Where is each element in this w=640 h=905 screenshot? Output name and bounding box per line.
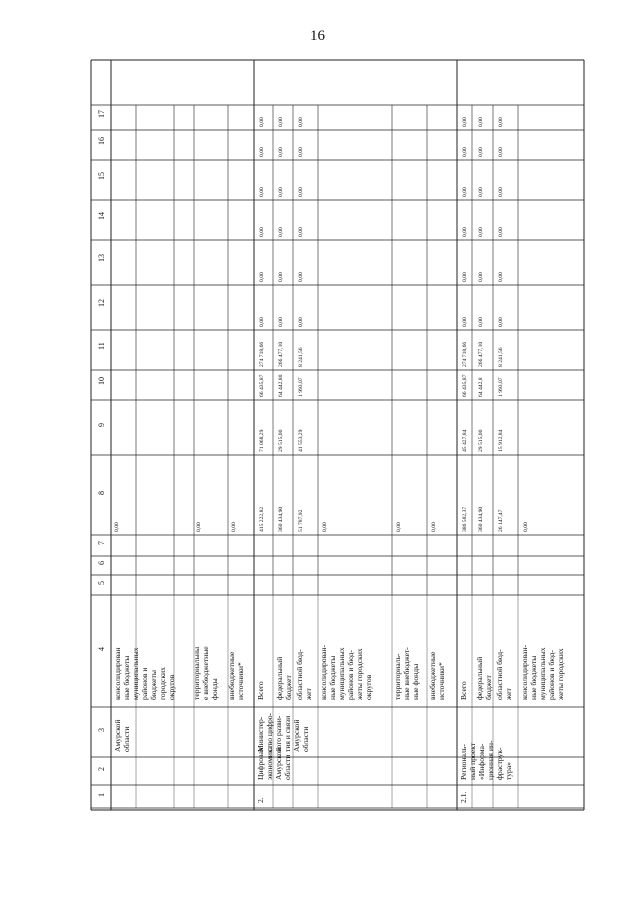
section21-col14-value: 0,00: [498, 227, 504, 237]
section2-col15-value: 0,00: [259, 187, 265, 197]
section2-col14-value: 0,00: [298, 227, 304, 237]
section2-col10-value: 66 435,87: [259, 374, 265, 397]
cont-value: 0,00: [231, 522, 237, 532]
section21-col13-value: 0,00: [478, 272, 484, 282]
section2-col16-value: 0,00: [298, 147, 304, 157]
cont-source-line: муниципальных: [131, 647, 140, 700]
section2-col14-value: 0,00: [259, 227, 265, 237]
section2-name-line: Амурской: [274, 747, 283, 780]
section2-row-label: округов: [364, 674, 373, 700]
section21-name-line: ный проект: [468, 742, 477, 780]
section21-row-label: жеты городских: [556, 648, 565, 700]
section2-executor-line: Министер-: [256, 716, 265, 752]
section2-col13-value: 0,00: [298, 272, 304, 282]
cont-value: 0,00: [196, 522, 202, 532]
page-number: 16: [310, 28, 325, 44]
column-number-14: 14: [97, 212, 106, 220]
section2-col8-value: 415 222,82: [259, 506, 265, 532]
section21-row-label: бюджет: [484, 675, 493, 700]
section2-col9-value: 71 068,29: [259, 429, 265, 452]
section21-col16-value: 0,00: [462, 147, 468, 157]
cont-source-line: консолидирован: [113, 647, 122, 700]
column-number-4: 4: [97, 647, 106, 651]
section2-col15-value: 0,00: [298, 187, 304, 197]
section2-col16-value: 0,00: [278, 147, 284, 157]
section21-row-label: консолидирован-: [520, 644, 529, 700]
column-number-5: 5: [97, 581, 106, 585]
section2-col17-value: 0,00: [298, 117, 304, 127]
section21-col8-value: 26 147,47: [498, 509, 504, 532]
section2-col8-value: 0,00: [431, 522, 437, 532]
section21-col11-value: 8 241,56: [498, 347, 504, 367]
section21-name-line: тура»: [504, 762, 513, 780]
section21-row-label: Всего: [459, 681, 468, 700]
section21-col12-value: 0,00: [478, 317, 484, 327]
section2-executor-line: тия и связи: [283, 715, 292, 752]
section2-row-label: источники*: [437, 662, 446, 700]
cont-source-line: бюджеты: [149, 670, 158, 700]
section2-name-line: области: [283, 754, 292, 780]
section2-executor-line: вого разви-: [274, 715, 283, 752]
section21-row-label: федеральный: [475, 656, 484, 700]
cont-executor-line: области: [122, 726, 131, 752]
cont-source-line: районов и: [140, 667, 149, 700]
section2-col11-value: 8 241,56: [298, 347, 304, 367]
section21-row-label: областной бюд-: [495, 649, 504, 700]
column-number-8: 8: [97, 491, 106, 495]
section21-col9-value: 29 515,00: [478, 429, 484, 452]
section21-row-label: ные бюджеты: [529, 655, 538, 700]
section2-name-line: Цифровая: [256, 747, 265, 780]
section21-col17-value: 0,00: [462, 117, 468, 127]
section2-row-label: ные внебюджет-: [402, 647, 411, 700]
section2-col12-value: 0,00: [259, 317, 265, 327]
section21-col12-value: 0,00: [462, 317, 468, 327]
section2-col11-value: 266 477,10: [278, 341, 284, 367]
section2-col8-value: 360 434,90: [278, 506, 284, 532]
section2-executor-line: Амурской: [292, 719, 301, 752]
cont-source-line: источники*: [236, 662, 245, 700]
cont-source-line: городских: [158, 667, 167, 700]
section21-col12-value: 0,00: [498, 317, 504, 327]
section2-col10-value: 1 993,07: [298, 377, 304, 397]
section21-col17-value: 0,00: [478, 117, 484, 127]
section2-col14-value: 0,00: [278, 227, 284, 237]
section21-col8-value: 360 434,90: [478, 506, 484, 532]
cont-value: 0,00: [114, 522, 120, 532]
section21-col14-value: 0,00: [462, 227, 468, 237]
section2-col8-value: 51 787,92: [298, 509, 304, 532]
section2-col12-value: 0,00: [298, 317, 304, 327]
column-number-1: 1: [97, 793, 106, 797]
section21-col10-value: 66 435,87: [462, 374, 468, 397]
cont-source-line: внебюджетные: [227, 651, 236, 700]
column-number-2: 2: [97, 767, 106, 771]
section21-name-line: ционная ин-: [486, 740, 495, 780]
cont-source-line: ные бюджеты: [122, 655, 131, 700]
section21-col9-value: 45 427,84: [462, 429, 468, 452]
section2-col13-value: 0,00: [259, 272, 265, 282]
column-number-11: 11: [97, 342, 106, 350]
section2-executor-line: ство цифро-: [265, 712, 274, 752]
section21-col10-value: 64 442,8: [478, 377, 484, 397]
column-number-7: 7: [97, 541, 106, 545]
section21-col15-value: 0,00: [462, 187, 468, 197]
section2-row-label: ные бюджеты: [328, 655, 337, 700]
cont-source-line: территориальны: [192, 646, 201, 700]
section21-name-line: фраструк-: [495, 747, 504, 780]
section2-col17-value: 0,00: [278, 117, 284, 127]
section2-col17-value: 0,00: [259, 117, 265, 127]
section21-col14-value: 0,00: [478, 227, 484, 237]
section21-col11-value: 274 718,66: [462, 341, 468, 367]
section2-col15-value: 0,00: [278, 187, 284, 197]
section2-col12-value: 0,00: [278, 317, 284, 327]
section2-name-line: экономика: [265, 746, 274, 780]
section2-row-label: областной бюд-: [295, 649, 304, 700]
section2-col13-value: 0,00: [278, 272, 284, 282]
section21-row-label: районов и бюд-: [547, 650, 556, 700]
section21-col16-value: 0,00: [478, 147, 484, 157]
section21-row-label: муниципальных: [538, 647, 547, 700]
cont-executor-line: Амурской: [113, 719, 122, 752]
cont-source-line: е внебюджетные: [201, 646, 210, 700]
section21-col15-value: 0,00: [478, 187, 484, 197]
column-number-9: 9: [97, 423, 106, 427]
section21-col15-value: 0,00: [498, 187, 504, 197]
section21-col9-value: 15 912,84: [498, 429, 504, 452]
section21-name-line: Региональ-: [459, 744, 468, 780]
section2-row-label: муниципальных: [337, 647, 346, 700]
column-number-16: 16: [97, 137, 106, 145]
section21-col8-value: 386 582,37: [462, 506, 468, 532]
section2-row-label: консолидирован-: [319, 644, 328, 700]
section2-row-label: жет: [304, 688, 313, 700]
cont-source-line: фонды: [210, 678, 219, 700]
cont-source-line: округов: [167, 674, 176, 700]
section21-col16-value: 0,00: [498, 147, 504, 157]
column-number-13: 13: [97, 254, 106, 262]
section2-executor-line: области: [301, 726, 310, 752]
section2-col11-value: 274 718,66: [259, 341, 265, 367]
section2-row-label: федеральный: [275, 656, 284, 700]
column-number-17: 17: [97, 110, 106, 118]
column-number-3: 3: [97, 728, 106, 732]
column-number-15: 15: [97, 172, 106, 180]
section2-row-label: ные фонды: [411, 663, 420, 700]
section2-row-label: бюджет: [284, 675, 293, 700]
section21-col13-value: 0,00: [462, 272, 468, 282]
section21-col17-value: 0,00: [498, 117, 504, 127]
section2-col10-value: 64 442,80: [278, 374, 284, 397]
section21-col8-value: 0,00: [523, 522, 529, 532]
section2-row-label: Всего: [256, 681, 265, 700]
section21-col10-value: 1 993,07: [498, 377, 504, 397]
section2-row-label: районов и бюд-: [346, 650, 355, 700]
section2-col9-value: 29 515,00: [278, 429, 284, 452]
section2-row-label: территориаль-: [393, 653, 402, 700]
section2-row-label: внебюджетные: [428, 651, 437, 700]
section21-col11-value: 266 477,10: [478, 341, 484, 367]
column-number-6: 6: [97, 561, 106, 565]
column-number-10: 10: [97, 377, 106, 385]
section2-col8-value: 0,00: [396, 522, 402, 532]
section21-row-label: жет: [504, 688, 513, 700]
section2-col8-value: 0,00: [322, 522, 328, 532]
column-number-12: 12: [97, 299, 106, 307]
section2-col9-value: 41 553,29: [298, 429, 304, 452]
section2-col16-value: 0,00: [259, 147, 265, 157]
section2-number: 2.: [256, 797, 265, 803]
section21-name-line: «Информа-: [477, 743, 486, 780]
section21-number: 2.1.: [459, 791, 468, 803]
section21-col13-value: 0,00: [498, 272, 504, 282]
section2-row-label: жеты городских: [355, 648, 364, 700]
